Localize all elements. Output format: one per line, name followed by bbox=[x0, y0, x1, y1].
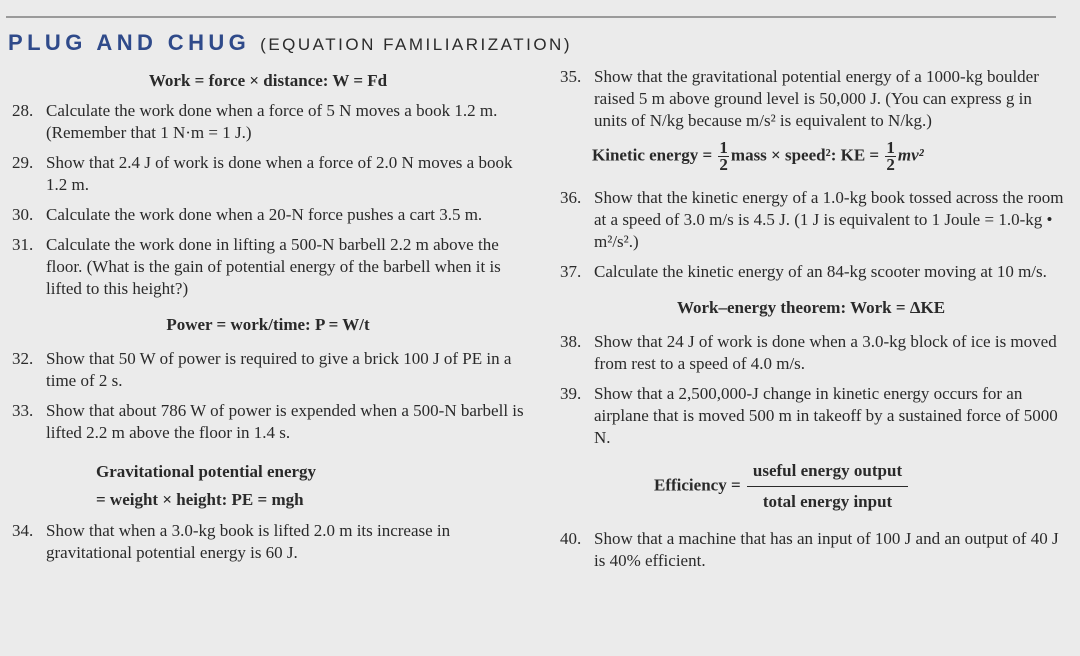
problem-34 bbox=[8, 520, 528, 564]
problem-text: Calculate the kinetic energy of an 84-kg scooter moving at 10 m/s. bbox=[594, 262, 1047, 281]
fraction-numerator: 1 bbox=[886, 138, 895, 157]
problem-number: 34. bbox=[12, 521, 34, 540]
problem-text: Calculate the work done when a 20-N force pushes a cart 3.5 m. bbox=[46, 205, 483, 224]
problem-31 bbox=[8, 234, 528, 300]
problem-number: 32. bbox=[12, 349, 34, 368]
problem-text: Show that the kinetic energy of a 1.0-kg book tossed across the room at a speed of 3.0 m/s is 4.5 J. (1 J is equivalent to 1 Joule = 1.0-kg • m²/s².) bbox=[594, 188, 1064, 251]
efficiency-formula bbox=[654, 459, 1066, 514]
problem-35 bbox=[556, 66, 1066, 132]
efficiency-numerator: useful energy output bbox=[747, 459, 908, 487]
kinetic-energy-formula bbox=[592, 140, 1066, 173]
problem-number: 39. bbox=[560, 384, 582, 403]
section-heading bbox=[8, 30, 572, 56]
gpe-formula bbox=[96, 458, 528, 514]
problem-text: Calculate the work done in lifting a 500-N barbell 2.2 m above the floor. (What is the gain of potential energy of the barbell when it is lifted to this height?) bbox=[46, 235, 501, 298]
ke-middle: mass × speed²: KE = bbox=[730, 145, 880, 165]
problem-text: Calculate the work done when a force of 5 N moves a book 1.2 m. (Remember that 1 N·m = 1 J.) bbox=[46, 101, 498, 142]
gpe-equation: = weight × height: PE = mgh bbox=[96, 490, 304, 509]
problem-38 bbox=[556, 331, 1066, 375]
fraction-numerator: 1 bbox=[719, 138, 728, 157]
work-energy-theorem: Work–energy theorem: Work = ΔKE bbox=[676, 298, 946, 317]
problem-number: 40. bbox=[560, 529, 582, 548]
problem-number: 30. bbox=[12, 205, 34, 224]
problem-number: 38. bbox=[560, 332, 582, 351]
top-rule bbox=[6, 16, 1056, 18]
heading-subtitle: (EQUATION FAMILIARIZATION) bbox=[260, 35, 572, 54]
problem-number: 31. bbox=[12, 235, 34, 254]
problem-30 bbox=[8, 204, 528, 226]
problem-text: Show that 24 J of work is done when a 3.0-kg block of ice is moved from rest to a speed of 4.0 m/s. bbox=[594, 332, 1057, 373]
left-column bbox=[8, 66, 528, 572]
problem-text: Show that a machine that has an input of 100 J and an output of 40 J is 40% efficient. bbox=[594, 529, 1059, 570]
power-formula: Power = work/time: P = W/t bbox=[166, 315, 370, 334]
problem-number: 28. bbox=[12, 101, 34, 120]
problem-28 bbox=[8, 100, 528, 144]
problem-number: 36. bbox=[560, 188, 582, 207]
problem-text: Show that 50 W of power is required to give a brick 100 J of PE in a time of 2 s. bbox=[46, 349, 512, 390]
problem-33 bbox=[8, 400, 528, 444]
half-fraction bbox=[885, 140, 896, 173]
ke-mv2: mv² bbox=[897, 145, 924, 165]
ke-label: Kinetic energy = bbox=[592, 145, 713, 165]
efficiency-fraction bbox=[747, 459, 908, 514]
half-fraction bbox=[718, 140, 729, 173]
gpe-title: Gravitational potential energy bbox=[96, 462, 317, 481]
problem-text: Show that about 786 W of power is expended when a 500-N barbell is lifted 2.2 m above the floor in 1.4 s. bbox=[46, 401, 524, 442]
right-column bbox=[556, 66, 1066, 580]
problem-text: Show that when a 3.0-kg book is lifted 2.0 m its increase in gravitational potential energy is 60 J. bbox=[46, 521, 451, 562]
problem-text: Show that a 2,500,000-J change in kinetic energy occurs for an airplane that is moved 500 m in takeoff by a sustained force of 5000 N. bbox=[594, 384, 1058, 447]
problem-text: Show that 2.4 J of work is done when a force of 2.0 N moves a book 1.2 m. bbox=[46, 153, 513, 194]
problem-32 bbox=[8, 348, 528, 392]
fraction-denominator: 2 bbox=[719, 155, 728, 174]
problem-number: 35. bbox=[560, 67, 582, 86]
problem-39 bbox=[556, 383, 1066, 449]
problem-37 bbox=[556, 261, 1066, 283]
fraction-denominator: 2 bbox=[886, 155, 895, 174]
problem-40 bbox=[556, 528, 1066, 572]
efficiency-denominator: total energy input bbox=[762, 492, 893, 511]
problem-29 bbox=[8, 152, 528, 196]
work-formula: Work = force × distance: W = Fd bbox=[148, 71, 388, 90]
problem-number: 37. bbox=[560, 262, 582, 281]
heading-title: PLUG AND CHUG bbox=[8, 30, 251, 55]
problem-number: 29. bbox=[12, 153, 34, 172]
problem-text: Show that the gravitational potential energy of a 1000-kg boulder raised 5 m above ground level is 50,000 J. (You can express g in units of N/kg because m/s² is equivalent to N/kg.) bbox=[594, 67, 1039, 130]
problem-36 bbox=[556, 187, 1066, 253]
problem-number: 33. bbox=[12, 401, 34, 420]
efficiency-label: Efficiency = bbox=[654, 475, 741, 495]
